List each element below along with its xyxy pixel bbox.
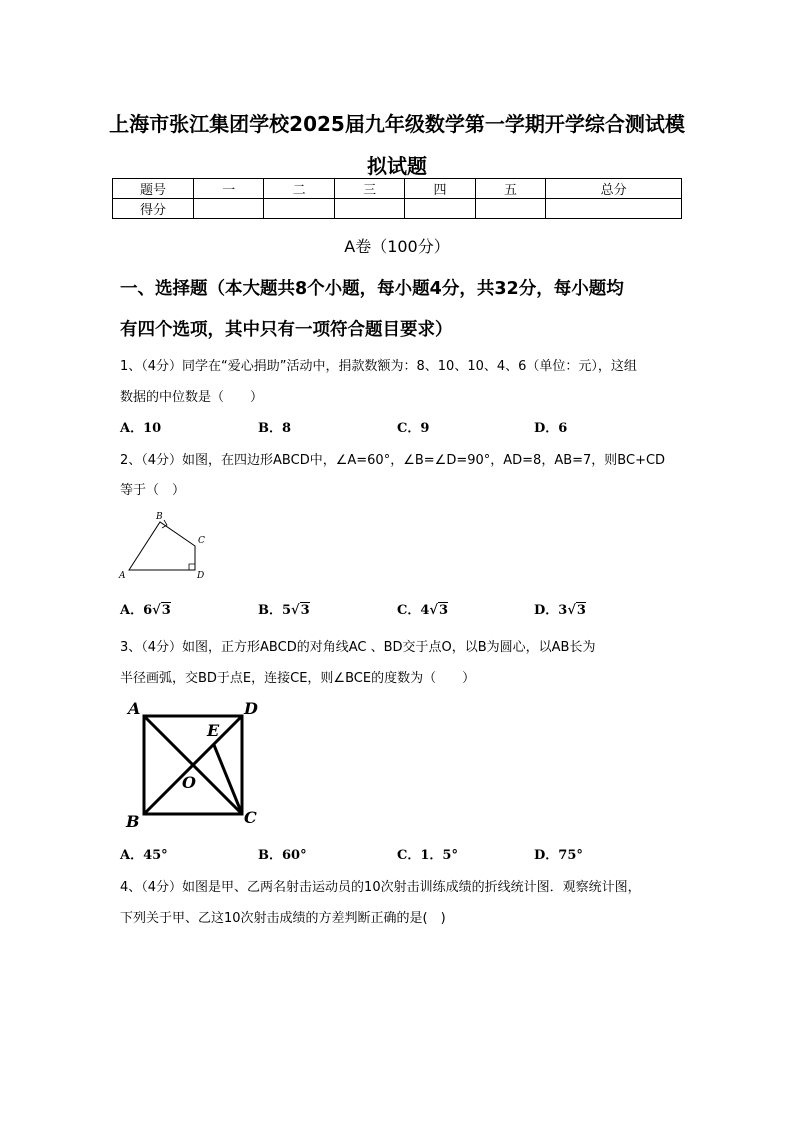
label-C: C bbox=[244, 808, 257, 827]
table-header-cell: 五 bbox=[475, 179, 545, 199]
label-A: A bbox=[119, 571, 126, 581]
document-title-line2: 拟试题 bbox=[367, 154, 427, 178]
table-header-cell: 题号 bbox=[113, 179, 194, 199]
score-cell[interactable] bbox=[264, 199, 334, 219]
q1-option-d[interactable]: D．6 bbox=[534, 421, 568, 436]
q3-text-line2: 半径画弧，交BD于点E，连接CE，则∠BCE的度数为（ ） bbox=[120, 671, 476, 686]
label-C: C bbox=[198, 536, 205, 546]
q3-option-d[interactable]: D．75° bbox=[534, 848, 583, 863]
q3-option-a[interactable]: A．45° bbox=[120, 848, 168, 863]
table-header-cell: 三 bbox=[334, 179, 404, 199]
section1-heading-line1: 一、选择题（本大题共8个小题，每小题4分，共32分，每小题均 bbox=[120, 279, 624, 299]
q1-text-line2: 数据的中位数是（ ） bbox=[120, 390, 264, 405]
section1-heading-line2: 有四个选项，其中只有一项符合题目要求） bbox=[120, 320, 453, 340]
table-row bbox=[113, 199, 682, 219]
score-cell[interactable] bbox=[546, 199, 682, 219]
document-title-line1: 上海市张江集团学校2025届九年级数学第一学期开学综合测试模 bbox=[109, 112, 685, 136]
q2-option-a[interactable]: A．6√3 bbox=[120, 603, 171, 618]
q1-option-c[interactable]: C．9 bbox=[397, 421, 430, 436]
q3-text-line1: 3、（4分）如图，正方形ABCD的对角线AC 、BD交于点O，以B为圆心，以AB长为 bbox=[120, 640, 596, 655]
score-cell[interactable] bbox=[405, 199, 475, 219]
q2-text-line1: 2、（4分）如图，在四边形ABCD中，∠A=60°，∠B=∠D=90°，AD=8，AB=7，则BC+CD bbox=[120, 453, 666, 468]
q4-text-line1: 4、（4分）如图是甲、乙两名射击运动员的10次射击训练成绩的折线统计图．观察统计图， bbox=[120, 880, 641, 895]
q2-quadrilateral-figure bbox=[115, 508, 215, 584]
table-row bbox=[113, 179, 682, 199]
q3-option-b[interactable]: B．60° bbox=[258, 848, 307, 863]
q3-square-figure bbox=[120, 696, 270, 832]
q2-option-b[interactable]: B．5√3 bbox=[258, 603, 310, 618]
label-B: B bbox=[156, 512, 163, 522]
score-table bbox=[112, 178, 682, 219]
label-D: D bbox=[244, 699, 258, 718]
q3-option-c[interactable]: C．1．5° bbox=[397, 848, 458, 863]
label-D: D bbox=[197, 571, 205, 581]
score-cell[interactable] bbox=[194, 199, 264, 219]
table-header-cell: 一 bbox=[194, 179, 264, 199]
q2-text-line2: 等于（ ） bbox=[120, 483, 186, 498]
table-header-cell: 四 bbox=[405, 179, 475, 199]
table-header-cell: 总分 bbox=[546, 179, 682, 199]
score-cell[interactable] bbox=[334, 199, 404, 219]
section-heading: A卷（100分） bbox=[344, 237, 450, 256]
q4-text-line2: 下列关于甲、乙这10次射击成绩的方差判断正确的是( ) bbox=[120, 911, 446, 926]
q2-option-c[interactable]: C．4√3 bbox=[397, 603, 448, 618]
q1-option-b[interactable]: B．8 bbox=[258, 421, 292, 436]
label-E: E bbox=[207, 721, 220, 740]
label-B: B bbox=[126, 812, 140, 831]
q2-option-d[interactable]: D．3√3 bbox=[534, 603, 586, 618]
table-header-cell: 二 bbox=[264, 179, 334, 199]
score-cell[interactable] bbox=[475, 199, 545, 219]
label-A: A bbox=[128, 699, 141, 718]
q1-text-line1: 1、（4分）同学在“爱心捐助”活动中，捐款数额为：8、10、10、4、6（单位：元），这组 bbox=[120, 359, 637, 374]
label-O: O bbox=[182, 773, 196, 792]
q1-option-a[interactable]: A．10 bbox=[120, 421, 162, 436]
table-row-label: 得分 bbox=[113, 199, 194, 219]
